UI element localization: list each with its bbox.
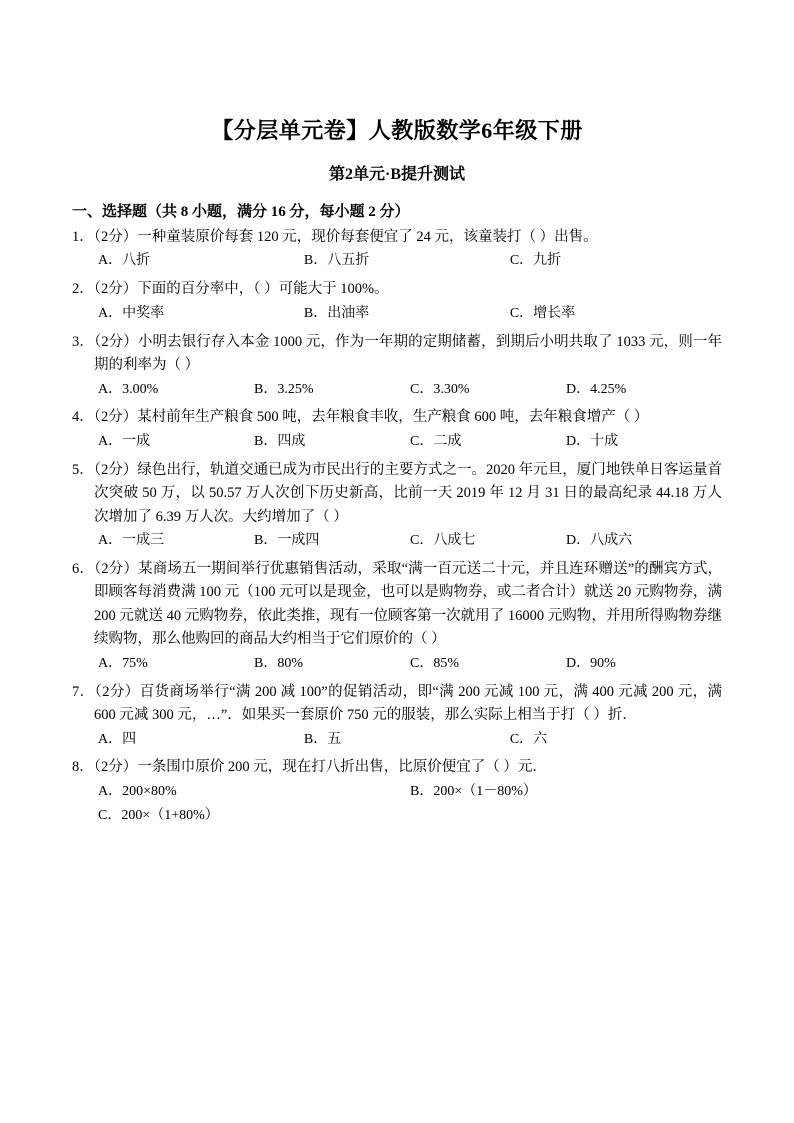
question-options bbox=[72, 430, 722, 454]
option-c[interactable]: C．200×（1+80%） bbox=[98, 807, 219, 823]
question-6 bbox=[72, 558, 722, 676]
option-b[interactable]: B．八五折 bbox=[303, 253, 370, 269]
option-b[interactable]: B．出油率 bbox=[303, 305, 370, 321]
page-subtitle: 第2单元·B提升测试 bbox=[328, 166, 465, 183]
question-options bbox=[72, 728, 722, 752]
option-a[interactable]: A．一成 bbox=[98, 433, 151, 449]
question-text: 6．（2分）某商场五一期间举行优惠销售活动，采取“满一百元送二十元，并且连环赠送”的酬宾方式，即顾客每消费满 100 元（100 元可以是现金，也可以是购物券，或二者合计）就送 20 元购物券，满 200 元就送 40 元购物券，依此类推，现有一位顾客第一次就用了 16000 元购物，并用所得购物券继续购物，那么他购回的商品大约相当于它们原价的（ ） bbox=[72, 560, 722, 648]
question-options bbox=[72, 378, 722, 402]
question-text: 4．（2分）某村前年生产粮食 500 吨，去年粮食丰收，生产粮食 600 吨，去年粮食增产（ ） bbox=[72, 409, 649, 426]
question-options bbox=[72, 780, 722, 828]
option-c[interactable]: C．二成 bbox=[410, 433, 462, 449]
option-d[interactable]: D．八成六 bbox=[566, 533, 633, 549]
question-1 bbox=[72, 226, 722, 273]
question-text: 3．（2分）小明去银行存入本金 1000 元，作为一年期的定期储蓄，到期后小明共取了 1033 元，则一年期的利率为（ ） bbox=[72, 333, 722, 374]
question-text: 5．（2分）绿色出行，轨道交通已成为市民出行的主要方式之一。2020 年元旦，厦门地铁单日客运量首次突破 50 万，以 50.57 万人次创下历史新高，比前一天 2019 年 12 月 31 日的最高纪录 44.18 万人次增加了 6.39 万人次。大约增加了（ ） bbox=[72, 461, 722, 525]
option-a[interactable]: A．75% bbox=[98, 655, 148, 671]
question-options bbox=[72, 652, 722, 676]
question-4 bbox=[72, 406, 722, 453]
option-a[interactable]: A．八折 bbox=[98, 253, 151, 269]
question-2 bbox=[72, 278, 722, 325]
question-7 bbox=[72, 681, 722, 752]
option-a[interactable]: A．中奖率 bbox=[98, 305, 165, 321]
question-text: 7．（2分）百货商场举行“满 200 减 100”的促销活动，即“满 200 元减 100 元，满 400 元减 200 元，满 600 元减 300 元，…”．如果买一套原价 750 元的服装，那么实际上相当于打（ ）折． bbox=[72, 683, 722, 724]
section-title: 一、选择题（共 8 小题，满分 16 分，每小题 2 分） bbox=[72, 204, 410, 220]
option-a[interactable]: A．四 bbox=[98, 731, 137, 747]
option-c[interactable]: C．八成七 bbox=[410, 533, 476, 549]
option-d[interactable]: D．90% bbox=[566, 655, 616, 671]
question-text: 8．（2分）一条围巾原价 200 元，现在打八折出售，比原价便宜了（ ）元． bbox=[72, 759, 547, 776]
option-d[interactable]: D．十成 bbox=[566, 433, 619, 449]
option-b[interactable]: B．3.25% bbox=[254, 381, 314, 397]
option-a[interactable]: A．200×80% bbox=[98, 783, 177, 799]
page-title: 【分层单元卷】人教版数学6年级下册 bbox=[211, 118, 583, 143]
question-3 bbox=[72, 331, 722, 402]
option-b[interactable]: B．五 bbox=[303, 731, 342, 747]
question-text: 1．（2分）一种童装原价每套 120 元，现价每套便宜了 24 元，该童装打（ ）出售。 bbox=[72, 229, 598, 245]
question-options bbox=[72, 249, 722, 273]
question-options bbox=[72, 302, 722, 326]
option-a[interactable]: A．3.00% bbox=[98, 381, 159, 397]
question-options bbox=[72, 529, 722, 553]
option-c[interactable]: C．九折 bbox=[509, 253, 562, 269]
option-c[interactable]: C．85% bbox=[410, 655, 459, 671]
option-c[interactable]: C．六 bbox=[509, 731, 548, 747]
question-5 bbox=[72, 459, 722, 553]
option-c[interactable]: C．3.30% bbox=[410, 381, 470, 397]
option-b[interactable]: B．四成 bbox=[254, 433, 306, 449]
question-text: 2．（2分）下面的百分率中，（ ）可能大于 100%。 bbox=[72, 281, 389, 298]
option-d[interactable]: D．4.25% bbox=[566, 381, 627, 397]
option-b[interactable]: B．一成四 bbox=[254, 533, 320, 549]
option-b[interactable]: B．80% bbox=[254, 655, 303, 671]
option-b[interactable]: B．200×（1－80%） bbox=[410, 783, 537, 799]
question-8 bbox=[72, 756, 722, 827]
option-c[interactable]: C．增长率 bbox=[509, 305, 576, 321]
option-a[interactable]: A．一成三 bbox=[98, 533, 165, 549]
